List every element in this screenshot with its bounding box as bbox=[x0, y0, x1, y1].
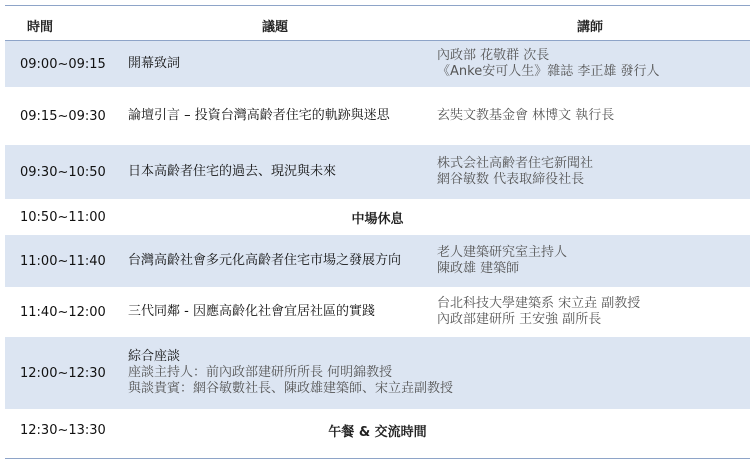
speaker-line: 台北科技大學建築系 宋立垚 副教授 bbox=[437, 296, 641, 311]
row-speaker bbox=[437, 296, 640, 328]
speaker-line: 《Anke安可人生》雜誌 李正雄 發行人 bbox=[437, 64, 660, 79]
row-topic: 論壇引言 – 投資台灣高齡者住宅的軌跡與迷思 bbox=[128, 108, 390, 123]
agenda-table bbox=[5, 5, 750, 451]
table-bottom-rule bbox=[5, 458, 750, 459]
header-time: 時間 bbox=[27, 20, 54, 35]
table-row bbox=[5, 145, 750, 201]
row-topic: 日本高齡者住宅的過去、現況與未來 bbox=[128, 164, 337, 179]
speaker-line: 株式会社高齢者住宅新聞社 bbox=[437, 156, 594, 171]
row-speaker bbox=[437, 156, 593, 188]
row-time: 12:30~13:30 bbox=[20, 422, 106, 438]
row-time: 09:15~09:30 bbox=[20, 108, 106, 124]
speaker-line: 網谷敏数 代表取締役社長 bbox=[437, 172, 585, 187]
speaker-line: 內政部 花敬群 次長 bbox=[437, 48, 550, 63]
speaker-line: 陳政雄 建築師 bbox=[437, 261, 520, 276]
speaker-line: 內政部建研所 王安強 副所長 bbox=[437, 312, 602, 327]
table-header bbox=[5, 5, 750, 41]
panel-moderator: 座談主持人：前內政部建研所所長 何明錦教授 bbox=[128, 365, 393, 380]
row-topic bbox=[128, 349, 453, 397]
break-label: 中場休息 bbox=[351, 211, 404, 227]
table-row bbox=[5, 41, 750, 89]
row-time: 10:50~11:00 bbox=[20, 209, 106, 225]
header-topic: 議題 bbox=[262, 20, 289, 35]
table-row bbox=[5, 337, 750, 411]
row-time: 12:00~12:30 bbox=[20, 365, 106, 381]
row-time: 11:40~12:00 bbox=[20, 304, 106, 320]
table-row bbox=[5, 289, 750, 337]
speaker-line: 玄奘文教基金會 林博文 執行長 bbox=[437, 108, 615, 123]
row-speaker bbox=[437, 245, 567, 277]
table-row bbox=[5, 235, 750, 289]
row-speaker bbox=[437, 48, 659, 80]
row-time: 11:00~11:40 bbox=[20, 253, 106, 269]
break-label: 午餐 & 交流時間 bbox=[328, 424, 427, 440]
row-topic: 開幕致詞 bbox=[128, 56, 181, 71]
row-topic: 三代同鄰 - 因應高齡化社會宜居社區的實踐 bbox=[128, 304, 375, 319]
row-time: 09:00~09:15 bbox=[20, 56, 106, 72]
row-time: 09:30~10:50 bbox=[20, 164, 106, 180]
speaker-line: 老人建築研究室主持人 bbox=[437, 245, 568, 260]
panel-guests: 與談貴賓：網谷敏數社長、陳政雄建築師、宋立垚副教授 bbox=[128, 381, 454, 396]
row-speaker bbox=[437, 108, 614, 124]
table-row bbox=[5, 411, 750, 451]
row-topic: 台灣高齡社會多元化高齡者住宅市場之發展方向 bbox=[128, 253, 402, 268]
topic-title: 綜合座談 bbox=[128, 349, 181, 364]
header-speaker: 講師 bbox=[577, 20, 604, 35]
table-row bbox=[5, 89, 750, 145]
table-row bbox=[5, 201, 750, 235]
